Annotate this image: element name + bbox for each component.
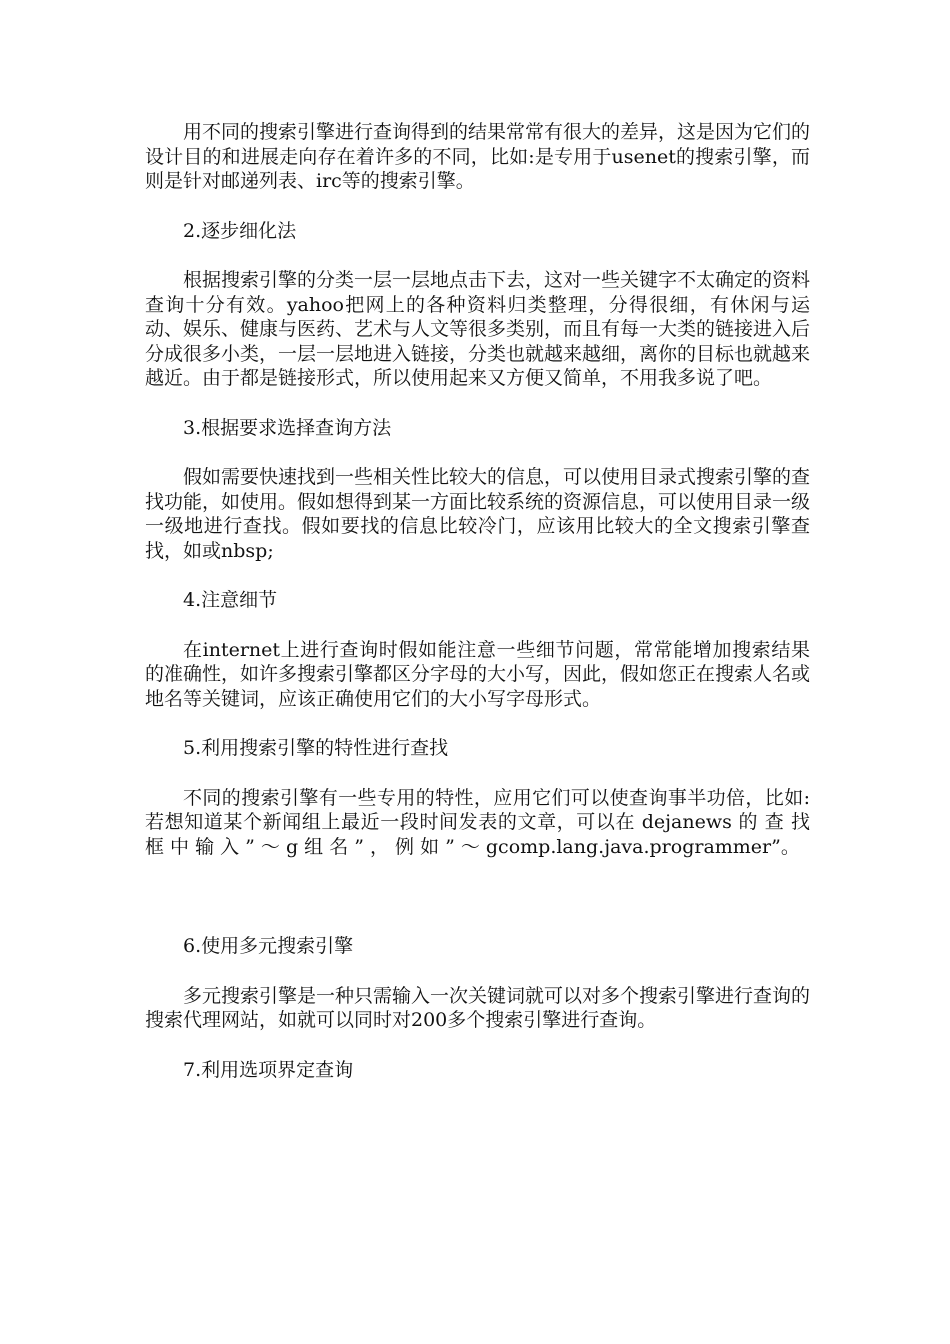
heading-choose-query-method: 3.根据要求选择查询方法 [183, 416, 392, 439]
heading-options-limit-query: 7.利用选项界定查询 [183, 1058, 354, 1081]
paragraph-search-engine-differences: 用不同的搜索引擎进行查询得到的结果常常有很大的差异，这是因为它们的设计目的和进展走向存在着许多的不同，比如:是专用于usenet的搜索引擎，而则是针对邮递列表、irc等的搜索引擎。 [145, 121, 811, 192]
paragraph-spacer [145, 884, 810, 934]
paragraph-meta-search: 多元搜索引擎是一种只需输入一次关键词就可以对多个搜索引擎进行查询的搜索代理网站，如就可以同时对200多个搜索引擎进行查询。 [145, 984, 811, 1031]
heading-meta-search: 6.使用多元搜索引擎 [183, 935, 354, 957]
heading-engine-features: 5.利用搜索引擎的特性进行查找 [183, 737, 449, 759]
paragraph-pay-attention-details: 在internet上进行查询时假如能注意一些细节问题，常常能增加搜索结果的准确性，如许多搜索引擎都区分字母的大小写，因此，假如您正在搜索人名或地名等关键词，应该正确使用它们的大小写字母形式。 [145, 638, 811, 710]
heading-stepwise-refinement: 2.逐步细化法 [183, 219, 297, 242]
paragraph-stepwise-refinement: 根据搜索引擎的分类一层一层地点击下去，这对一些关键字不太确定的资料查询十分有效。yahoo把网上的各种资料归类整理，分得很细，有休闲与运动、娱乐、健康与医药、艺术与人文等很多类别，而且有每一大类的链接进入后分成很多小类，一层一层地进入链接，分类也就越来越细，离你的目标也就越来越近。由于都是链接形式，所以使用起来又方便又简单，不用我多说了吧。 [145, 269, 811, 389]
paragraph-choose-query-method: 假如需要快速找到一些相关性比较大的信息，可以使用目录式搜索引擎的查找功能，如使用。假如想得到某一方面比较系统的资源信息，可以使用目录一级一级地进行查找。假如要找的信息比较冷门，应该用比较大的全文搜索引擎查找，如或nbsp; [145, 466, 811, 562]
heading-pay-attention-details: 4.注意细节 [183, 589, 278, 611]
paragraph-engine-features: 不同的搜索引擎有一些专用的特性，应用它们可以使查询事半功倍，比如:若想知道某个新闻组上最近一段时间发表的文章，可以在 dejanews 的 查 找 框 中 输 入 ” ～ g 组 名 ” ， 例 如 ” ～ gcomp.lang.java.programmer”。 [145, 786, 810, 858]
document-page [145, 120, 810, 1107]
